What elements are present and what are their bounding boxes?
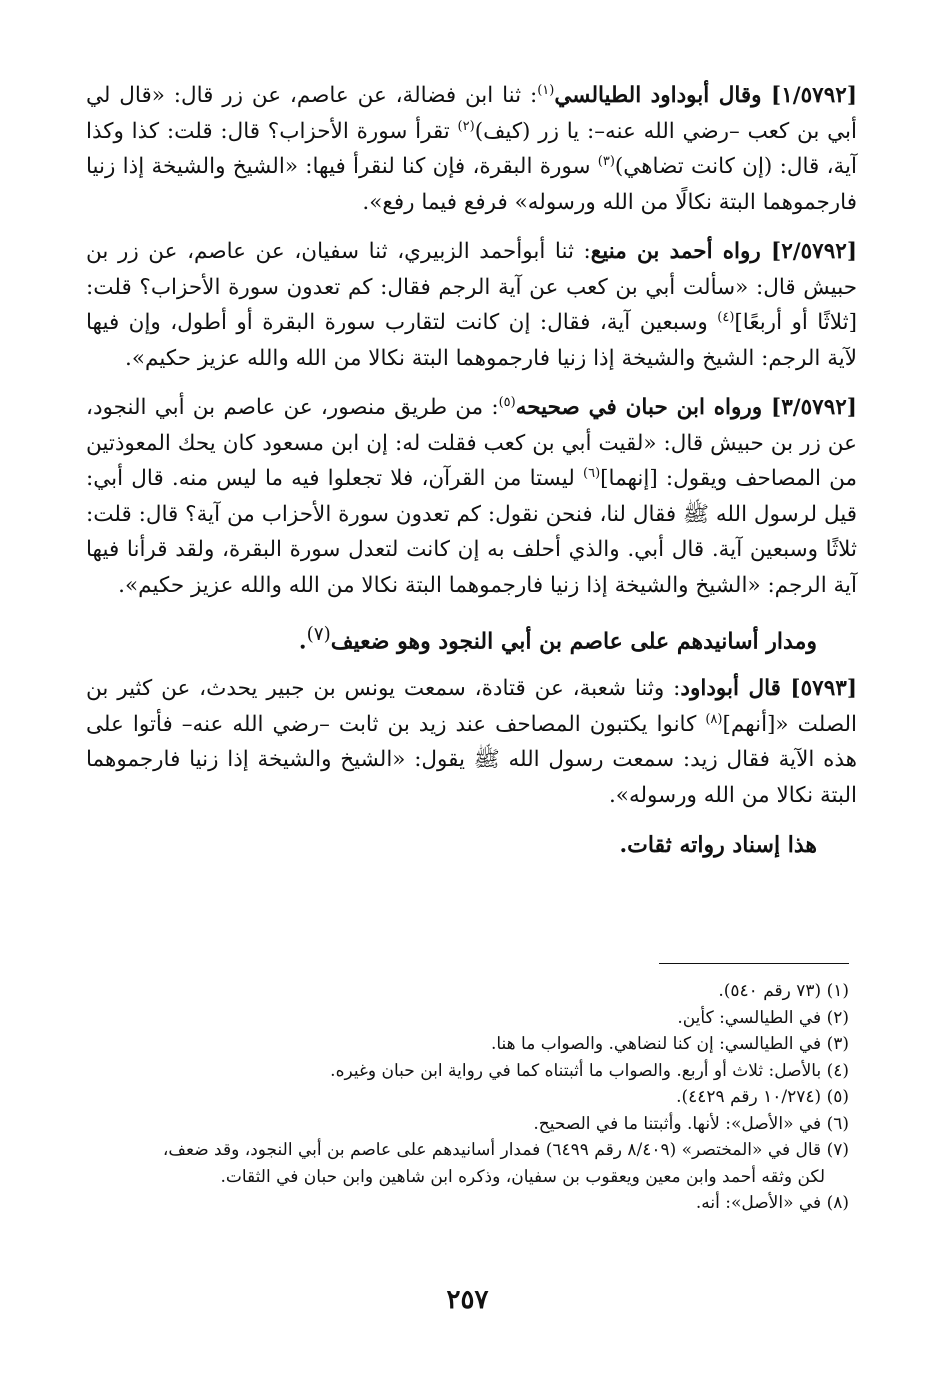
hadith-5792-2: [86, 234, 857, 376]
footnote-1: (١) (٧٣ رقم ٥٤٠).: [718, 981, 849, 1001]
page-number: ٢٥٧: [446, 1285, 489, 1315]
hadith-5792-3: [86, 390, 857, 603]
footnote-ref: (٤): [717, 309, 735, 325]
isnad-note: [86, 617, 857, 659]
hadith-text: تقرأ سورة الأحزاب؟ قال: قلت: كذا وكذا آية، قال: (إن كانت تضاهي): [86, 118, 857, 179]
footnote-ref: (١): [537, 82, 555, 98]
footnote-divider: [659, 963, 849, 964]
hadith-heading: [٢/٥٧٩٢] رواه أحمد بن منيع: [590, 239, 857, 264]
isnad-note-end: .: [298, 628, 307, 655]
footnote-7-continued: لكن وثقه أحمد وابن معين ويعقوب بن سفيان، وذكره ابن شاهين وابن حبان في الثقات.: [220, 1166, 825, 1187]
page-body: [86, 78, 857, 863]
footnotes: [78, 978, 849, 1217]
footnote-ref: (٣): [597, 153, 615, 169]
hadith-text: : وثنا شعبة، عن قتادة، سمعت يونس بن جبير يحدث، عن كثير بن الصلت «[أنهم]: [86, 676, 857, 737]
footnote-ref: (٨): [705, 711, 723, 727]
hadith-text: ليستا من القرآن، فلا تجعلوا فيه ما ليس منه. قال أبي: قيل لرسول الله ﷺ فقال لنا، فنحن نقول: كم تعدون سورة الأحزاب من آية؟ قال: قلت: ثلاثًا وسبعين آية. قال أبي. والذي أحلف به إن كانت لتعدل سورة البقرة، ولقد قرأنا فيها آية الرجم: «الشيخ والشيخة إذا زنيا فارجموهما البتة نكالا من الله والله عزيز حكيم».: [86, 466, 857, 598]
hadith-5792-1: [86, 78, 857, 220]
isnad-grading: هذا إسناد رواته ثقات.: [619, 832, 817, 859]
hadith-5793: [86, 671, 857, 813]
footnote-8: (٨) في «الأصل»: أنه.: [695, 1193, 849, 1213]
footnote-3: (٣) في الطيالسي: إن كنا لنضاهي. والصواب ما هنا.: [490, 1034, 849, 1054]
footnote-ref: (٦): [583, 465, 601, 481]
hadith-text: : من طريق منصور، عن عاصم بن أبي النجود، عن زر بن حبيش قال: «لقيت أبي بن كعب فقلت له: إن ابن مسعود كان يحك المعوذتين من المصاحف ويقول: [إنهما]: [86, 395, 857, 491]
footnote-4: (٤) بالأصل: ثلاث أو أربع. والصواب ما أثبتناه كما في رواية ابن حبان وغيره.: [330, 1060, 849, 1081]
hadith-heading: [١/٥٧٩٢] وقال أبوداود الطيالسي: [554, 83, 857, 108]
hadith-text: سورة البقرة، فإن كنا لنقرأ فيها: «الشيخ والشيخة إذا زنيا فارجموهما البتة نكالًا من الله ورسوله» فرفع فيما رفع».: [86, 154, 857, 215]
hadith-heading: [٥٧٩٣] قال أبوداود: [680, 676, 857, 702]
footnote-ref: (٧): [306, 624, 331, 645]
footnote-7: (٧) قال في «المختصر» (٨/٤٠٩ رقم ٦٤٩٩) فمدار أسانيدهم على عاصم بن أبي النجود، وقد ضعف،: [162, 1140, 849, 1160]
footnote-2: (٢) في الطيالسي: كأين.: [677, 1007, 849, 1028]
hadith-text: وسبعين آية، فقال: إن كانت لتقارب سورة البقرة أو أطول، وإن فيها لآية الرجم: الشيخ والشيخة إذا زنيا فارجموهما البتة نكالا من الله والله عزيز حكيم».: [86, 310, 857, 371]
hadith-heading: [٣/٥٧٩٢] ورواه ابن حبان في صحيحه: [515, 395, 857, 420]
hadith-text: : ثنا ابن فضالة، عن عاصم، عن زر قال: «قال لي أبي بن كعب –رضي الله عنه–: يا زر (كيف): [86, 83, 857, 144]
hadith-text: كانوا يكتبون المصاحف عند زيد بن ثابت –رضي الله عنه– فأتوا على هذه الآية فقال زيد: سمعت رسول الله ﷺ يقول: «الشيخ والشيخة إذا زنيا فارجموهما البتة نكالا من الله ورسوله».: [86, 711, 857, 808]
hadith-text: : ثنا أبوأحمد الزبيري، ثنا سفيان، عن عاصم، عن زر بن حبيش قال: «سألت أبي بن كعب عن آية الرجم فقال: كم تعدون سورة الأحزاب؟ قلت: [ثلاثًا أو أربعًا]: [86, 239, 857, 335]
footnote-ref: (٥): [498, 394, 516, 410]
isnad-note-text: ومدار أسانيدهم على عاصم بن أبي النجود وهو ضعيف: [330, 628, 817, 655]
footnote-6: (٦) في «الأصل»: لأنها. وأثبتنا ما في الصحيح.: [533, 1113, 849, 1134]
footnote-ref: (٢): [457, 118, 475, 134]
footnote-5: (٥) (١٠/٢٧٤ رقم ٤٤٢٩).: [676, 1087, 849, 1107]
